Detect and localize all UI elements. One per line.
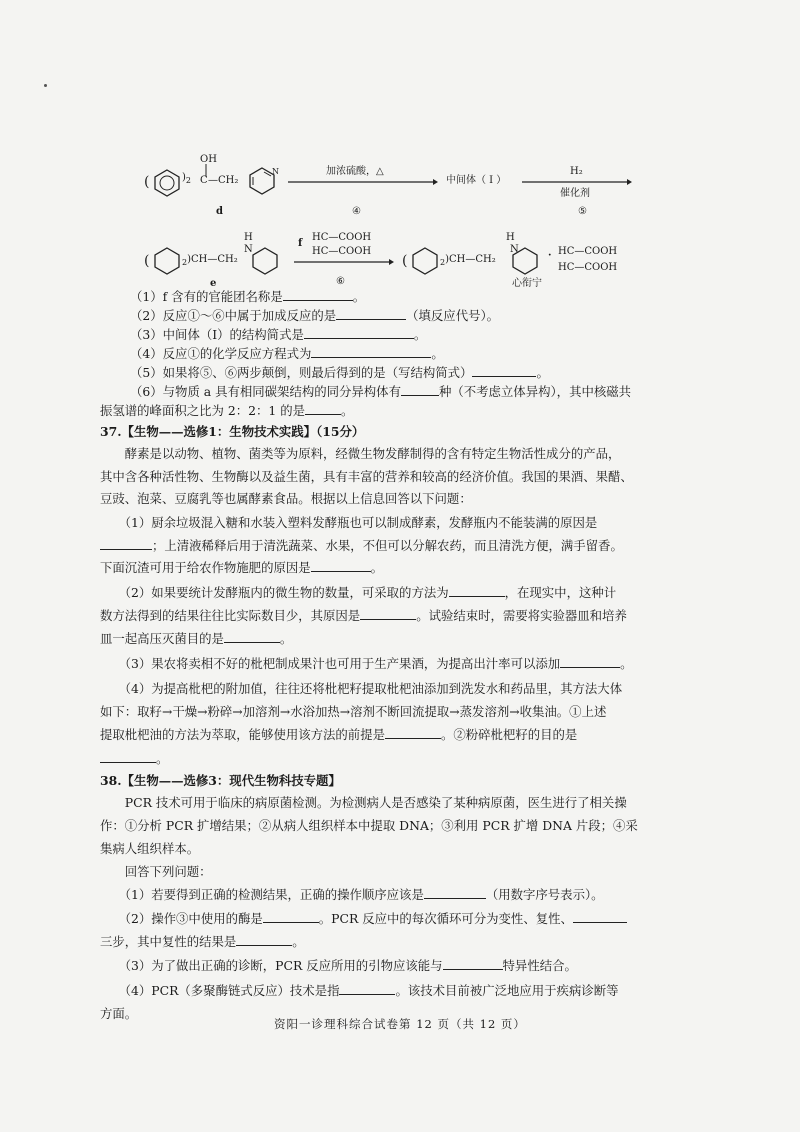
line-text-after: 。 — [156, 751, 169, 766]
line-text: （1）f 含有的官能团名称是 — [130, 289, 283, 304]
nh-h: H — [244, 232, 253, 243]
paren-close: )$_2$ — [182, 172, 191, 185]
line-text: 振氢谱的峰面积之比为 2：2：1 的是 — [100, 403, 305, 418]
line-text: 集病人组织样本。 — [100, 841, 200, 856]
line-text: 数方法得到的结果往往比实际数目少，其原因是 — [100, 608, 361, 623]
line-text: 37.【生物——选修1：生物技术实践】（15分） — [100, 424, 365, 439]
line-text: （1）若要得到正确的检测结果，正确的操作顺序应该是 — [100, 887, 424, 902]
line-text-after: （填反应代号）。 — [406, 308, 500, 323]
line-text: PCR 技术可用于临床的病原菌检测。为检测病人是否感染了某种病原菌，医生进行了相关操 — [100, 795, 627, 810]
text-line — [100, 840, 199, 858]
line-text-after: 。②粉碎枇杷籽的目的是 — [440, 727, 578, 742]
text-line — [100, 559, 383, 577]
text-line — [100, 537, 623, 555]
text-line — [100, 630, 292, 648]
line-text: （2）反应①～⑥中属于加成反应的是 — [130, 308, 337, 323]
text-line — [100, 863, 212, 881]
answer-blank[interactable] — [385, 726, 441, 739]
line-text-after: 。该技术目前被广泛地应用于疾病诊断等 — [395, 983, 619, 998]
line-text: 如下：取籽→干燥→粉碎→加溶剂→水浴加热→溶剂不断回流提取→蒸发溶剂→收集油。①上述 — [100, 704, 607, 719]
step-6-label: ⑥ — [336, 276, 345, 287]
paren-open: ( — [144, 174, 150, 190]
product-piperidine-icon — [508, 246, 542, 276]
line-text-after: （用数字序号表示）。 — [485, 887, 604, 902]
text-line — [130, 383, 631, 401]
answer-blank[interactable] — [236, 933, 292, 946]
text-line — [100, 817, 638, 835]
line-text: 豆豉、泡菜、豆腐乳等也属酵素食品。根据以上信息回答以下问题： — [100, 491, 472, 506]
text-line — [130, 326, 426, 344]
answer-blank[interactable] — [472, 364, 536, 377]
label-d: d — [216, 206, 223, 217]
answer-blank[interactable] — [311, 345, 431, 358]
text-line — [100, 655, 633, 673]
answer-blank[interactable] — [360, 607, 416, 620]
answer-blank[interactable] — [573, 910, 627, 923]
benzene-ring-icon — [152, 168, 182, 198]
line-text: （2）操作③中使用的酶是 — [100, 911, 263, 926]
line-text: 方面。 — [100, 1006, 138, 1021]
answer-blank[interactable] — [339, 982, 395, 995]
page-footer: 资阳一诊理科综合试卷第 12 页（共 12 页） — [274, 1017, 526, 1031]
product-acid-bottom: HC—COOH — [558, 262, 618, 273]
carbon-atom: C — [200, 175, 208, 186]
line-text: （1）厨余垃圾混入糖和水装入塑料发酵瓶也可以制成酵素，发酵瓶内不能装满的原因是 — [100, 515, 598, 530]
line-text-after: 。 — [352, 289, 366, 304]
product-name: 心衔宁 — [512, 278, 542, 289]
section-heading — [100, 772, 341, 790]
line-text-after: 。PCR 反应中的每次循环可分为变性、复性、 — [318, 911, 573, 926]
line-text: 皿一起高压灭菌目的是 — [100, 631, 224, 646]
text-line — [100, 794, 627, 812]
line-text-after: ；上清液稀释后用于清洗蔬菜、水果，不但可以分解农药，而且清洗方便，满手留香。 — [152, 538, 623, 553]
answer-blank[interactable] — [305, 402, 341, 415]
line-text: 提取枇杷油的方法为萃取，能够使用该方法的前提是 — [100, 727, 385, 742]
text-line — [100, 680, 622, 698]
line-text-after: ，在现实中，这种计 — [504, 585, 617, 600]
line-text: （3）中间体（I）的结构简式是 — [130, 327, 304, 342]
answer-blank[interactable] — [224, 630, 280, 643]
reaction-scheme — [130, 150, 650, 300]
line-text-after: 种（不考虑立体异构），其中核磁共 — [438, 384, 632, 399]
line-text-after: 。 — [431, 346, 444, 361]
answer-blank[interactable] — [283, 288, 353, 301]
section-heading — [100, 423, 364, 441]
answer-blank[interactable] — [449, 584, 505, 597]
line-text-after: 。 — [536, 365, 549, 380]
label-f: f — [298, 238, 303, 249]
line-text-after: 。 — [279, 631, 293, 646]
text-line — [100, 726, 577, 744]
arrow2-catalyst: 催化剂 — [560, 188, 590, 199]
line-text-after: 。试验结束时，需要将实验器皿和培养 — [416, 608, 627, 623]
product-acid-top: HC—COOH — [558, 246, 618, 257]
text-line — [100, 886, 604, 904]
text-line — [100, 402, 353, 420]
line-text: （2）如果要统计发酵瓶内的微生物的数量，可采取的方法为 — [100, 585, 449, 600]
answer-blank[interactable] — [304, 326, 414, 339]
line-text: 作：①分析 PCR 扩增结果；②从病人组织样本中提取 DNA；③利用 PCR 扩增 DNA 片段；④采 — [100, 818, 638, 833]
line-text: 下面沉渣可用于给农作物施肥的原因是 — [100, 560, 311, 575]
answer-blank[interactable] — [100, 537, 152, 550]
paren-open-3: ( — [402, 253, 408, 269]
product-cyclohexane-icon — [410, 246, 440, 276]
ch2-group: —CH₂ — [208, 175, 239, 186]
arrow1-condition: 加浓硫酸，△ — [326, 166, 384, 177]
text-line — [100, 957, 577, 975]
arrow-1 — [288, 178, 438, 186]
dot-separator: · — [548, 250, 552, 261]
text-line — [130, 307, 499, 325]
arrow-3 — [294, 258, 394, 266]
answer-blank[interactable] — [336, 307, 406, 320]
product-nh-n: N — [510, 244, 519, 255]
step-4-label: ④ — [352, 206, 361, 217]
text-line — [100, 750, 168, 768]
line-text-after: 特异性结合。 — [502, 958, 577, 973]
line-text: （4）反应①的化学反应方程式为 — [130, 346, 312, 361]
text-line — [100, 910, 627, 928]
text-line — [130, 288, 365, 306]
text-line — [100, 445, 620, 463]
scan-speck — [44, 84, 47, 87]
f-acid-bottom: HC—COOH — [312, 246, 372, 257]
text-line — [100, 468, 633, 486]
line-text: 酵素是以动物、植物、菌类等为原料，经微生物发酵制得的含有特定生物活性成分的产品， — [100, 446, 621, 461]
label-e: e — [210, 278, 217, 289]
line-text-after: 。 — [341, 403, 354, 418]
f-acid-top: HC—COOH — [312, 232, 372, 243]
line-text: （4）PCR（多聚酶链式反应）技术是指 — [100, 983, 340, 998]
paren-open-2: ( — [144, 253, 150, 269]
piperidine-ring-icon — [248, 246, 282, 276]
line-text: （3）为了做出正确的诊断，PCR 反应所用的引物应该能与 — [100, 958, 443, 973]
text-line — [100, 703, 606, 721]
line-text-after: 。 — [370, 560, 384, 575]
text-line — [100, 490, 472, 508]
answer-blank[interactable] — [263, 910, 319, 923]
answer-blank[interactable] — [560, 655, 620, 668]
line-text: （4）为提高枇杷的附加值，往往还将枇杷籽提取枇杷油添加到洗发水和药品里，其方法大体 — [100, 681, 623, 696]
answer-blank[interactable] — [424, 886, 486, 899]
pyridine-ring-icon — [245, 166, 279, 196]
arrow2-reagent: H₂ — [570, 166, 583, 177]
arrow-2 — [522, 178, 632, 186]
text-line — [100, 982, 619, 1000]
line-text: （5）如果将⑤、⑥两步颠倒，则最后得到的是（写结构简式） — [130, 365, 473, 380]
oh-group: OH — [200, 154, 217, 165]
line-text: （3）果农将卖相不好的枇杷制成果汁也可用于生产果酒，为提高出汁率可以添加 — [100, 656, 561, 671]
answer-blank[interactable] — [100, 750, 156, 763]
nh-n: N — [244, 244, 253, 255]
text-line — [130, 364, 549, 382]
answer-blank[interactable] — [311, 559, 371, 572]
step-5-label: ⑤ — [578, 206, 587, 217]
line-text-after: 。 — [620, 656, 633, 671]
ch-ch2-group: $_2$)CH—CH₂ — [182, 254, 238, 267]
text-line — [100, 933, 305, 951]
text-line — [100, 584, 616, 602]
product-chain: $_2$)CH—CH₂ — [440, 254, 496, 267]
line-text-after: 。 — [413, 327, 427, 342]
line-text-after: 。 — [292, 934, 305, 949]
product-nh-h: H — [506, 232, 515, 243]
svg-text:N: N — [272, 167, 279, 176]
intermediate-1: 中间体（ I ） — [446, 175, 507, 186]
answer-blank[interactable] — [401, 383, 439, 396]
line-text: 其中含各种活性物、生物酶以及益生菌，具有丰富的营养和较高的经济价值。我国的果酒、果醋、 — [100, 469, 633, 484]
cyclohexane-ring-icon — [152, 246, 182, 276]
line-text: 三步，其中复性的结果是 — [100, 934, 237, 949]
text-line — [130, 345, 444, 363]
line-text: 回答下列问题： — [100, 864, 212, 879]
line-text: 38.【生物——选修3：现代生物科技专题】 — [100, 773, 341, 788]
text-line — [100, 607, 627, 625]
line-text: （6）与物质 a 具有相同碳架结构的同分异构体有 — [130, 384, 401, 399]
text-line — [100, 514, 597, 532]
answer-blank[interactable] — [443, 957, 503, 970]
